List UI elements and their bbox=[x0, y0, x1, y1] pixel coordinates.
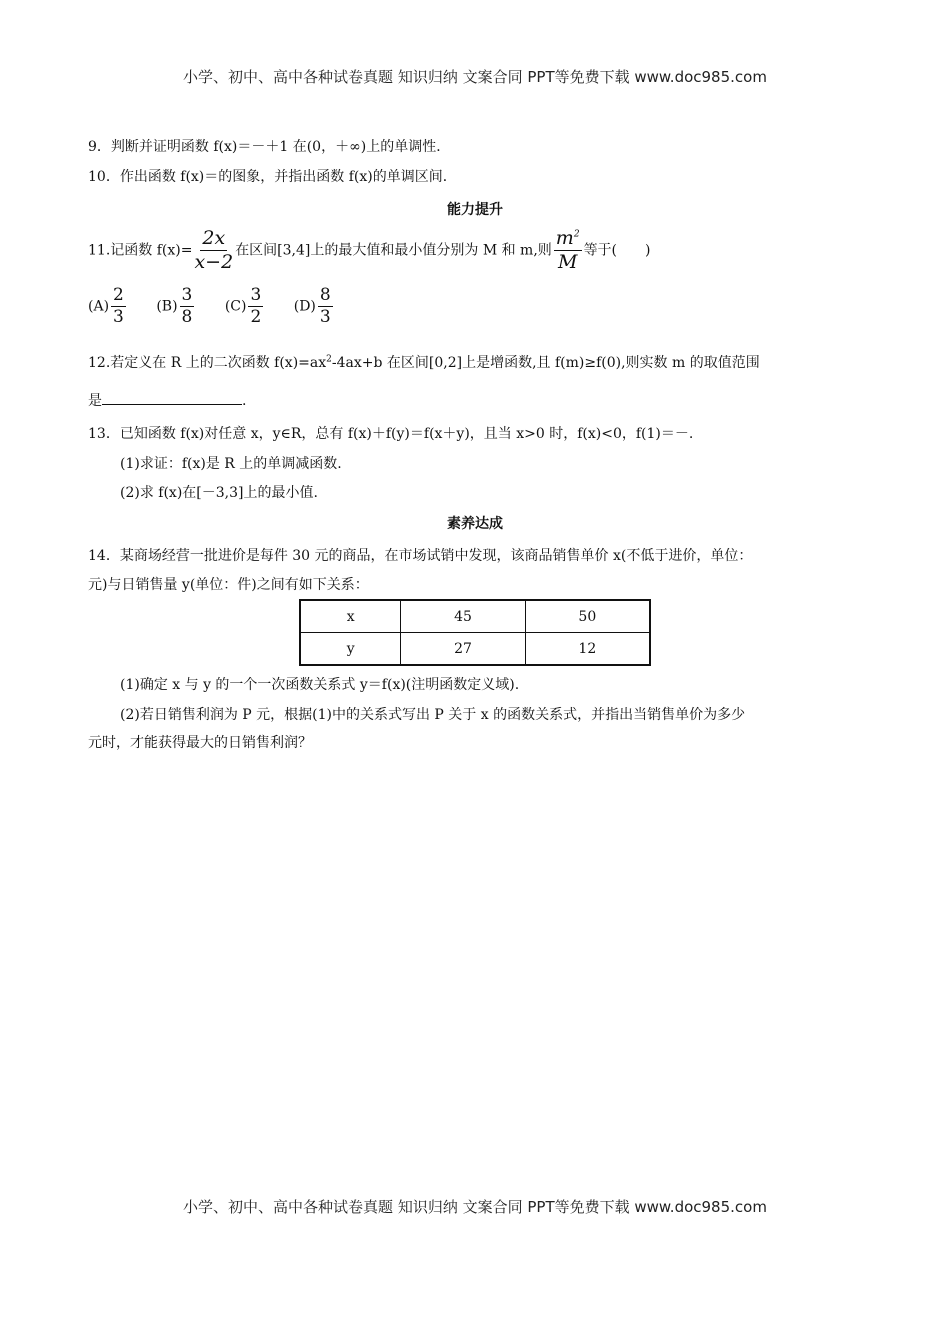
option-b-fraction: $\frac{3}{8}$ bbox=[181, 285, 193, 327]
option-c: (C) $\frac{3}{2}$ bbox=[224, 285, 262, 327]
section-heading-literacy: 素养达成 bbox=[447, 516, 503, 532]
question-10: 10．作出函数 f(x)＝的图象，并指出函数 f(x)的单调区间． bbox=[88, 169, 457, 185]
question-13-stem: 13．已知函数 f(x)对任意 x，y∈R，总有 f(x)＋f(y)＝f(x＋y)，且当 x>0 时，f(x)<0，f(1)＝－. bbox=[88, 426, 694, 442]
question-13-part2: (2)求 f(x)在[－3,3]上的最小值. bbox=[120, 485, 318, 501]
question-9: 9．判断并证明函数 f(x)＝－＋1 在(0，＋∞)上的单调性． bbox=[88, 139, 451, 155]
question-11-options bbox=[88, 287, 359, 326]
q11-fraction-denominator: x−2 bbox=[194, 251, 234, 273]
question-11 bbox=[88, 229, 651, 272]
q11-ratio-numerator: $m^2$ bbox=[555, 227, 580, 249]
option-a-fraction: $\frac{2}{3}$ bbox=[113, 285, 124, 327]
table-row bbox=[300, 633, 650, 666]
table-cell: y bbox=[300, 633, 401, 666]
table-cell: x bbox=[300, 600, 401, 633]
table-row bbox=[300, 600, 650, 633]
q11-middle: 在区间[3,4]上的最大值和最小值分别为 M 和 m,则 bbox=[235, 242, 552, 259]
question-14-part1: (1)确定 x 与 y 的一个一次函数关系式 y＝f(x)(注明函数定义域). bbox=[120, 677, 520, 693]
table-cell: 27 bbox=[401, 633, 525, 666]
option-b: (B) $\frac{3}{8}$ bbox=[156, 285, 193, 327]
q11-prefix: 11.记函数 f(x)= bbox=[88, 242, 193, 259]
footer-banner: 小学、初中、高中各种试卷真题 知识归纳 文案合同 PPT等免费下载 www.doc985.com bbox=[183, 1198, 767, 1216]
question-13-part1: (1)求证：f(x)是 R 上的单调减函数. bbox=[120, 456, 342, 472]
question-14-line1: 14．某商场经营一批进价是每件 30 元的商品，在市场试销中发现，该商品销售单价 x(不低于进价，单位： bbox=[88, 548, 753, 564]
table-cell: 45 bbox=[401, 600, 525, 633]
section-heading-ability: 能力提升 bbox=[447, 202, 503, 218]
answer-blank[interactable] bbox=[102, 390, 242, 405]
table-cell: 12 bbox=[525, 633, 650, 666]
option-d: (D) $\frac{8}{3}$ bbox=[293, 285, 331, 327]
q11-ratio-fraction bbox=[554, 229, 582, 272]
q11-function-fraction bbox=[194, 229, 233, 272]
q11-fraction-numerator: 2x bbox=[202, 227, 226, 249]
q11-ratio-exponent: 2 bbox=[573, 229, 580, 240]
q11-ratio-denominator: M bbox=[557, 251, 578, 273]
header-banner: 小学、初中、高中各种试卷真题 知识归纳 文案合同 PPT等免费下载 www.doc985.com bbox=[183, 68, 767, 86]
table-cell: 50 bbox=[525, 600, 650, 633]
option-a: (A) $\frac{2}{3}$ bbox=[88, 285, 124, 327]
question-14-part2-line2: 元时，才能获得最大的日销售利润？ bbox=[88, 735, 312, 751]
question-14-part2-line1: (2)若日销售利润为 P 元，根据(1)中的关系式写出 P 关于 x 的函数关系式，并指出当销售单价为多少 bbox=[120, 707, 746, 723]
q11-suffix: 等于( ) bbox=[583, 242, 651, 259]
price-sales-table bbox=[299, 599, 651, 666]
q12-exponent: 2 bbox=[326, 354, 332, 365]
question-14-line2: 元)与日销售量 y(单位：件)之间有如下关系： bbox=[88, 577, 369, 593]
question-12-line1: 12.若定义在 R 上的二次函数 $f(x)=ax^2-4ax+b$ 在区间[0,2]上是增函数,且 f(m)≥f(0),则实数 m 的取值范围 bbox=[88, 354, 760, 371]
question-12-line2: 是 . bbox=[88, 390, 246, 410]
option-c-fraction: $\frac{3}{2}$ bbox=[250, 285, 262, 327]
option-d-fraction: $\frac{8}{3}$ bbox=[319, 285, 331, 327]
